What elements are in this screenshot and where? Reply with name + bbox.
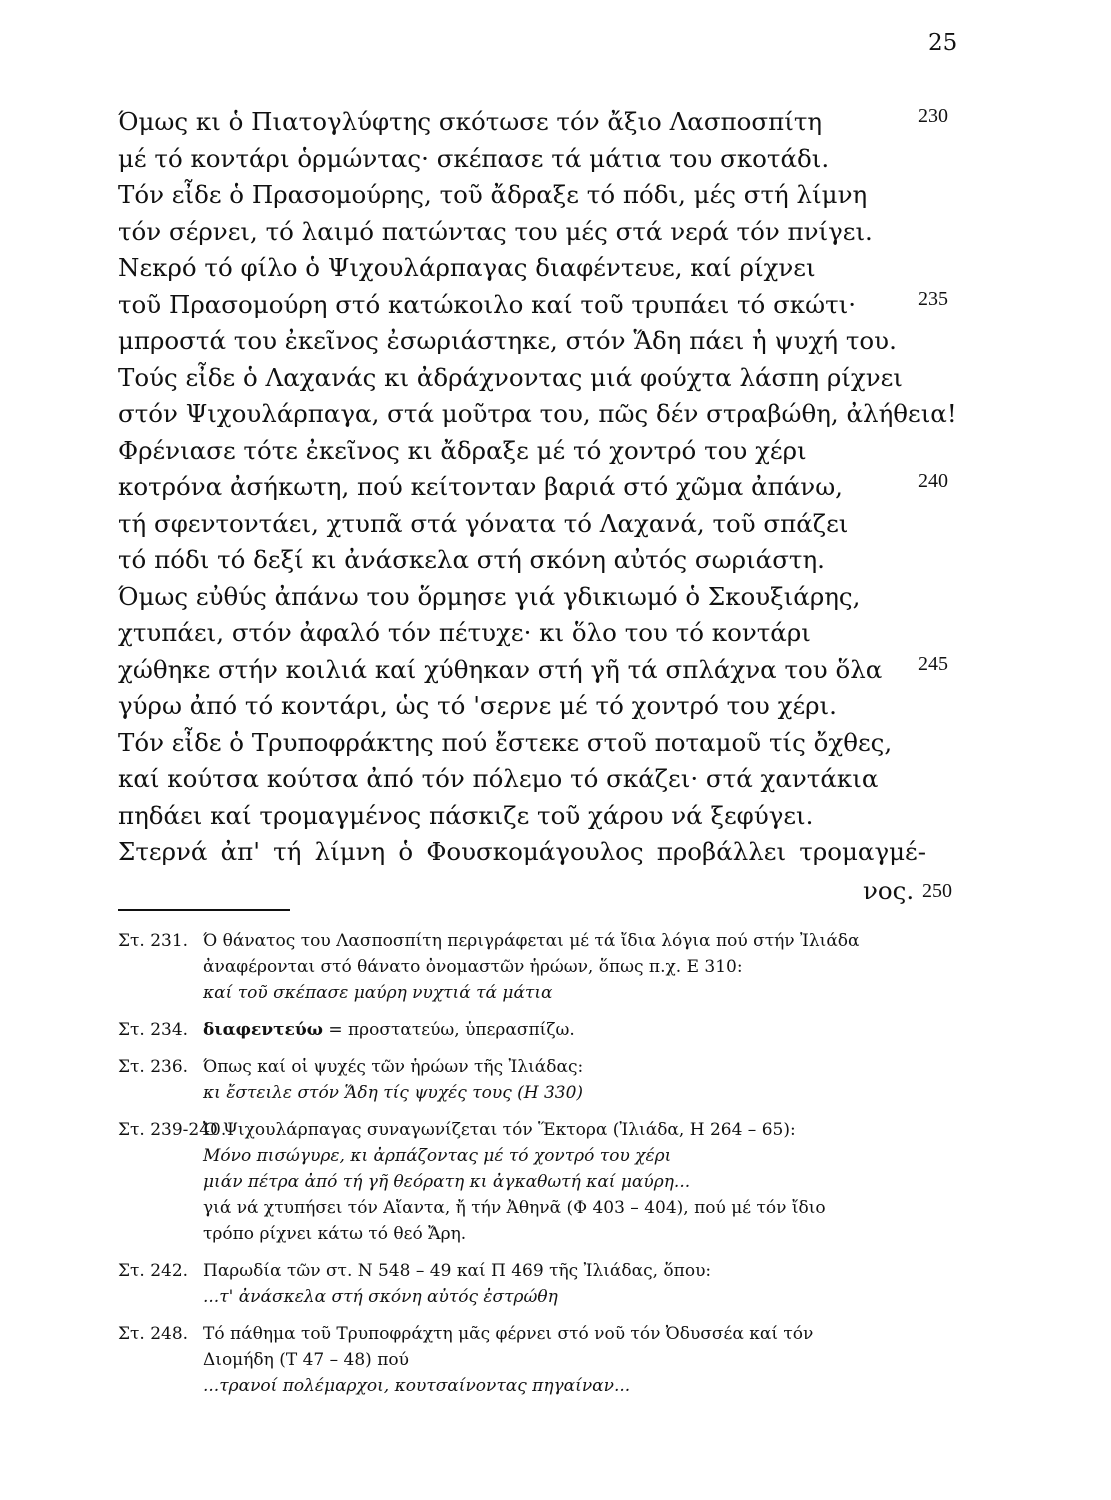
footnote-label: Στ. 231. [118,931,189,951]
verse-text: Όμως κι ὁ Πιατογλύφτης σκότωσε τόν ἄξιο Λασποσπίτη [118,107,823,136]
verse-text: Στερνά ἀπ' τή λίμνη ὁ Φουσκομάγουλος προβάλλει τρομαγμέ- [118,837,926,866]
footnote [118,928,968,1006]
line-number: 250 [922,879,952,902]
verse-text: χώθηκε στήν κοιλιά καί χύθηκαν στή γῆ τά σπλάχνα του ὅλα [118,654,883,684]
footnote-line: τρόπο ρίχνει κάτω τό θεό Ἄρη. [203,1224,467,1244]
footnote [118,1321,968,1399]
verse-text: Τόν εἶδε ὁ Πρασομούρης, τοῦ ἄδραξε τό πόδι, μές στή λίμνη [118,180,868,209]
verse-line [118,323,978,360]
verse-line [118,798,978,835]
verse-line [118,579,978,616]
verse-line [118,250,978,287]
verse-line [118,360,978,397]
verse-line [118,104,978,141]
verse-text: κοτρόνα ἀσήκωτη, πού κείτονταν βαριά στό χῶμα ἀπάνω, [118,472,843,501]
footnote-line: ...τρανοί πολέμαρχοι, κουτσαίνοντας πηγαίναν... [203,1376,631,1396]
verse-text: τή σφεντοντάει, χτυπᾶ στά γόνατα τό Λαχανά, τοῦ σπάζει [118,508,849,538]
verse-text: μέ τό κοντάρι ὁρμώντας· σκέπασε τά μάτια του σκοτάδι. [118,143,830,173]
verse-line [118,688,978,725]
footnote-line: Όπως καί οἱ ψυχές τῶν ἡρώων τῆς Ἰλιάδας: [203,1057,584,1077]
verse-line [118,469,978,506]
verse-line [118,433,978,470]
verse-text: τοῦ Πρασομούρη στό κατώκοιλο καί τοῦ τρυπάει τό σκώτι· [118,289,857,319]
verse-line [118,834,978,871]
verse-line [118,287,978,324]
footnote-line [203,1017,968,1043]
verse-text: χτυπάει, στόν ἀφαλό τόν πέτυχε· κι ὅλο του τό κοντάρι [118,618,811,647]
verse-text: καί κούτσα κούτσα ἀπό τόν πόλεμο τό σκάζει· στά χαντάκια [118,764,879,793]
footnote-line: Τό πάθημα τοῦ Τρυποφράχτη μᾶς φέρνει στό νοῦ τόν Ὀδυσσέα καί τόν [203,1324,814,1344]
verse-text: τόν σέρνει, τό λαιμό πατώντας του μές στά νερά τόν πνίγει. [118,216,873,246]
poem-body [118,104,978,911]
verse-text: πηδάει καί τρομαγμένος πάσκιζε τοῦ χάρου νά ξεφύγει. [118,800,814,830]
footnote-definition: = προστατεύω, ὑπερασπίζω. [322,1020,575,1040]
verse-line [118,396,978,433]
verse-line [118,652,978,689]
footnote-line: Μόνο πισώγυρε, κι ἀρπάζοντας μέ τό χοντρό του χέρι [203,1146,672,1166]
footnote-line: ἀναφέρονται στό θάνατο ὀνομαστῶν ἡρώων, ὅπως π.χ. Ε 310: [203,957,743,977]
line-number: 235 [918,287,948,310]
footnote [118,1117,968,1247]
line-number: 240 [918,470,948,492]
verse-line [118,141,978,178]
footnote-label: Στ. 242. [118,1261,189,1281]
footnote-line: καί τοῦ σκέπασε μαύρη νυχτιά τά μάτια [203,983,553,1003]
line-number: 230 [918,105,948,127]
verse-line-continuation [118,871,978,911]
verse-text: Νεκρό τό φίλο ὁ Ψιχουλάρπαγας διαφέντευε, καί ρίχνει [118,253,816,282]
footnote-line: Ό θάνατος του Λασποσπίτη περιγράφεται μέ τά ἴδια λόγια πού στήν Ἰλιάδα [203,931,860,951]
verse-line [118,542,978,579]
verse-line [118,506,978,543]
verse-line [118,615,978,652]
verse-line [118,177,978,214]
footnote [118,1054,968,1106]
verse-text: Τόν εἶδε ὁ Τρυποφράκτης πού ἔστεκε στοῦ ποταμοῦ τίς ὄχθες, [118,727,893,757]
footnote-label: Στ. 236. [118,1057,189,1077]
verse-line [118,214,978,251]
verse-text: μπροστά του ἐκεῖνος ἐσωριάστηκε, στόν Ἅδη πάει ἡ ψυχή του. [118,326,897,355]
verse-line [118,725,978,762]
verse-text: γύρω ἀπό τό κοντάρι, ὡς τό 'σερνε μέ τό χοντρό του χέρι. [118,691,837,720]
verse-text: τό πόδι τό δεξί κι ἀνάσκελα στή σκόνη αὐτός σωριάστη. [118,545,825,574]
line-number: 245 [918,652,948,675]
footnote-term: διαφεντεύω [203,1020,323,1040]
footnote-line: Παρωδία τῶν στ. Ν 548 – 49 καί Π 469 τῆς Ἰλιάδας, ὅπου: [203,1261,712,1281]
footnotes [118,928,968,1410]
page-number: 25 [928,30,958,56]
verse-text: Φρένιασε τότε ἐκεῖνος κι ἄδραξε μέ τό χοντρό του χέρι [118,435,807,465]
verse-text: Τούς εἶδε ὁ Λαχανάς κι ἀδράχνοντας μιά φούχτα λάσπη ρίχνει [118,362,903,392]
verse-text: νος. [863,875,915,905]
footnote-line: Ὁ Ψιχουλάρπαγας συναγωνίζεται τόν Ἕκτορα (Ἰλιάδα, Η 264 – 65): [203,1120,796,1140]
footnote-line: γιά νά χτυπήσει τόν Αἴαντα, ἤ τήν Ἀθηνᾶ (Φ 403 – 404), πού μέ τόν ἴδιο [203,1198,826,1218]
footnote-label: Στ. 239-240. [118,1120,227,1140]
footnote [118,1017,968,1043]
footnote-line: ...τ' ἀνάσκελα στή σκόνη αὐτός ἐστρώθη [203,1287,558,1307]
verse-text: στόν Ψιχουλάρπαγα, στά μοῦτρα του, πῶς δέν στραβώθη, ἀλήθεια! [118,399,957,428]
footnote-label: Στ. 234. [118,1020,189,1040]
footnote-line: μιάν πέτρα ἀπό τή γῆ θεόρατη κι ἀγκαθωτή καί μαύρη... [203,1172,691,1192]
footnote-line: Διομήδη (Τ 47 – 48) πού [203,1350,409,1370]
footnote-separator [118,909,290,911]
footnote-label: Στ. 248. [118,1324,189,1344]
verse-text: Όμως εὐθύς ἀπάνω του ὅρμησε γιά γδικιωμό ὁ Σκουξιάρης, [118,581,861,611]
footnote-line: κι ἔστειλε στόν Ἅδη τίς ψυχές τους (Η 330) [203,1083,584,1103]
footnote [118,1258,968,1310]
verse-line [118,761,978,798]
